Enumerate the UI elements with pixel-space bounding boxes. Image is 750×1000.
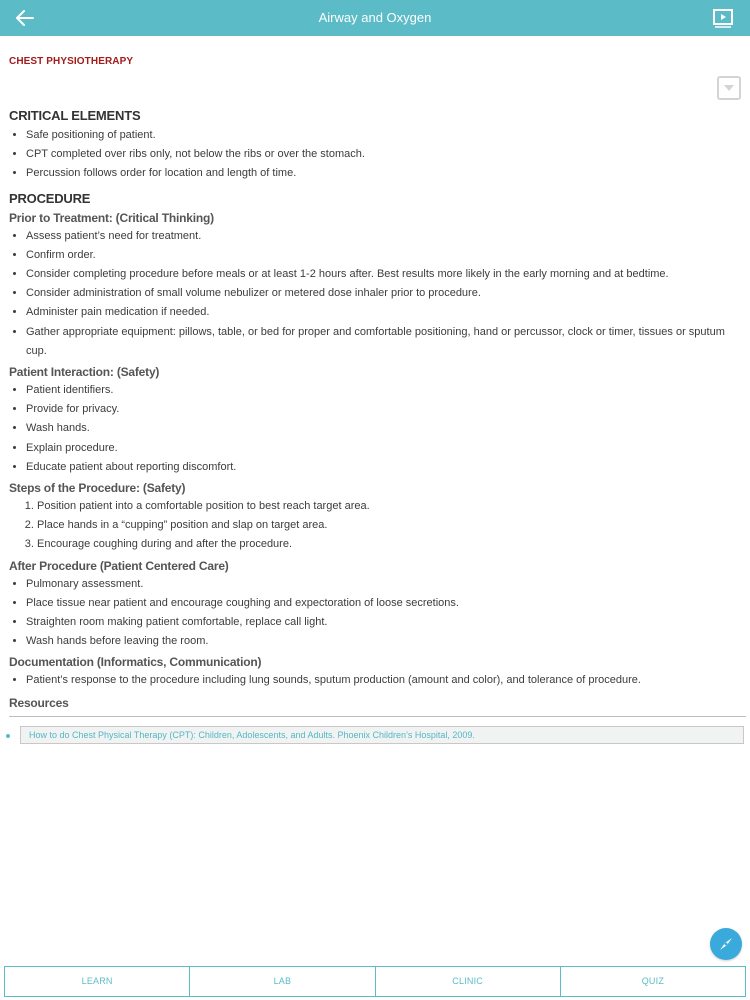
list-item: • Administer pain medication if needed.: [26, 303, 744, 322]
tab-quiz[interactable]: QUIZ: [641, 976, 665, 986]
resource-link[interactable]: How to do Chest Physical Therapy (CPT): Children, Adolescents, and Adults. Phoenix Children’s Hospital, 2009.: [20, 726, 744, 744]
list-item: • Safe positioning of patient.: [26, 126, 744, 145]
patient-interaction-list: [9, 381, 744, 477]
prior-to-treatment-list: [9, 227, 744, 361]
list-item: • Confirm order.: [26, 246, 744, 265]
patient-interaction-heading: Patient Interaction: (Safety): [9, 365, 160, 380]
resource-item: [9, 726, 744, 746]
list-item: • CPT completed over ribs only, not below the ribs or over the stomach.: [26, 145, 744, 164]
compass-icon: [717, 935, 735, 953]
divider: [9, 716, 746, 717]
list-item: • Percussion follows order for location and length of time.: [26, 164, 744, 183]
list-item: • Gather appropriate equipment: pillows, table, or bed for proper and comfortable positioning, hand or percussor, clock or timer, tissues or sputum cup.: [26, 323, 744, 361]
documentation-list: [9, 671, 744, 690]
list-item: • Place tissue near patient and encourage coughing and expectoration of loose secretions.: [26, 594, 744, 613]
list-item: • Patient identifiers.: [26, 381, 744, 400]
after-procedure-list: [9, 575, 744, 652]
page-title: Airway and Oxygen: [318, 10, 432, 25]
tab-lab[interactable]: LAB: [190, 967, 375, 996]
document-title: CHEST PHYSIOTHERAPY: [9, 56, 134, 67]
list-item: • Educate patient about reporting discomfort.: [26, 458, 744, 477]
tab-learn[interactable]: LEARN: [5, 967, 190, 996]
documentation-heading: Documentation (Informatics, Communication): [9, 655, 262, 670]
compass-button[interactable]: [710, 928, 742, 960]
list-item: • Patient’s response to the procedure including lung sounds, sputum production (amount and color), and tolerance of procedure.: [26, 671, 744, 690]
list-item: 1. Position patient into a comfortable position to best reach target area.: [37, 497, 744, 516]
video-button[interactable]: [712, 8, 734, 28]
critical-elements-heading: CRITICAL ELEMENTS: [9, 108, 141, 123]
steps-heading: Steps of the Procedure: (Safety): [9, 481, 186, 496]
prior-to-treatment-heading: Prior to Treatment: (Critical Thinking): [9, 210, 214, 225]
play-screen-icon: [712, 8, 734, 28]
list-item: • Consider completing procedure before meals or at least 1-2 hours after. Best results more likely in the early morning and at bedtime.: [26, 265, 744, 284]
list-item: • Wash hands.: [26, 419, 744, 438]
procedure-heading: PROCEDURE: [9, 190, 91, 206]
bookmark-button[interactable]: [717, 76, 741, 100]
list-item: • Explain procedure.: [26, 439, 744, 458]
list-item: • Pulmonary assessment.: [26, 575, 744, 594]
list-item: • Wash hands before leaving the room.: [26, 632, 744, 651]
critical-elements-list: [9, 126, 744, 184]
resources-heading: Resources: [9, 695, 69, 710]
list-item: • Consider administration of small volume nebulizer or metered dose inhaler prior to procedure.: [26, 284, 744, 303]
steps-list: [9, 497, 744, 555]
tab-clinic[interactable]: CLINIC: [376, 967, 561, 996]
bottom-tab-bar: [4, 966, 746, 997]
list-item: 2. Place hands in a “cupping” position and slap on target area.: [37, 516, 744, 535]
list-item: • Straighten room making patient comfortable, replace call light.: [26, 613, 744, 632]
chevron-down-icon: [723, 83, 735, 93]
top-bar: [0, 0, 750, 36]
content-area[interactable]: [0, 36, 750, 964]
list-item: 3. Encourage coughing during and after the procedure.: [37, 535, 744, 554]
after-procedure-heading: After Procedure (Patient Centered Care): [9, 558, 229, 573]
list-item: • Assess patient’s need for treatment.: [26, 227, 744, 246]
document-body: [9, 108, 744, 746]
bullet-dot: [6, 734, 10, 738]
list-item: • Provide for privacy.: [26, 400, 744, 419]
